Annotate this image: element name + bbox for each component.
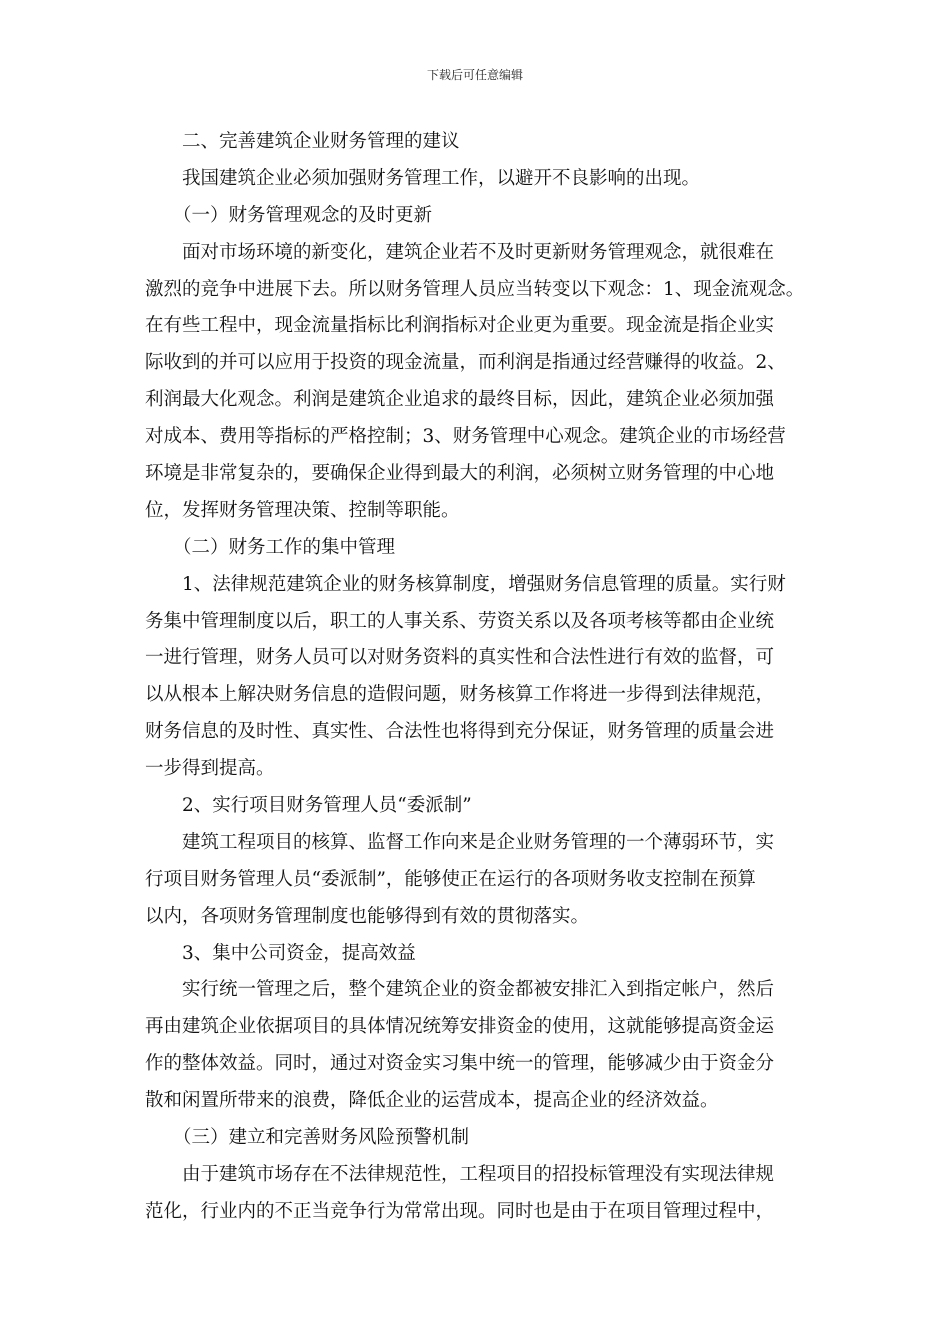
subsection-heading: （二）财务工作的集中管理 bbox=[173, 536, 396, 558]
paragraph-line: 范化，行业内的不正当竞争行为常常出现。同时也是由于在项目管理过程中， bbox=[145, 1200, 775, 1222]
paragraph-line: 利润最大化观念。利润是建筑企业追求的最终目标，因此，建筑企业必须加强 bbox=[145, 389, 775, 411]
subsection-heading: （三）建立和完善财务风险预警机制 bbox=[173, 1127, 470, 1149]
paragraph-line: 以从根本上解决财务信息的造假问题，财务核算工作将进一步得到法律规范， bbox=[145, 684, 775, 706]
subsection-heading: （一）财务管理观念的及时更新 bbox=[173, 204, 433, 226]
paragraph-line: 环境是非常复杂的，要确保企业得到最大的利润，必须树立财务管理的中心地 bbox=[145, 463, 775, 485]
paragraph-line: 一步得到提高。 bbox=[145, 758, 275, 780]
page-header: 下载后可任意编辑 bbox=[426, 68, 523, 82]
item-heading: 2、实行项目财务管理人员“委派制” bbox=[182, 795, 472, 817]
paragraph-line: 务集中管理制度以后，职工的人事关系、劳资关系以及各项考核等都由企业统 bbox=[145, 610, 775, 632]
paragraph-line: 一进行管理，财务人员可以对财务资料的真实性和合法性进行有效的监督，可 bbox=[145, 647, 775, 669]
section-heading: 二、完善建筑企业财务管理的建议 bbox=[182, 131, 460, 152]
paragraph-line: 面对市场环境的新变化，建筑企业若不及时更新财务管理观念，就很难在 bbox=[182, 241, 775, 263]
paragraph-line: 作的整体效益。同时，通过对资金实习集中统一的管理，能够减少由于资金分 bbox=[145, 1053, 775, 1075]
paragraph-line: 激烈的竞争中进展下去。所以财务管理人员应当转变以下观念：1、现金流观念。 bbox=[145, 278, 805, 300]
paragraph-line: 再由建筑企业依据项目的具体情况统筹安排资金的使用，这就能够提高资金运 bbox=[145, 1016, 775, 1038]
paragraph-line: 在有些工程中，现金流量指标比利润指标对企业更为重要。现金流是指企业实 bbox=[145, 315, 775, 337]
paragraph-line: 财务信息的及时性、真实性、合法性也将得到充分保证，财务管理的质量会进 bbox=[145, 721, 775, 743]
paragraph-line: 散和闲置所带来的浪费，降低企业的运营成本，提高企业的经济效益。 bbox=[145, 1090, 719, 1112]
paragraph-line: 建筑工程项目的核算、监督工作向来是企业财务管理的一个薄弱环节，实 bbox=[182, 831, 775, 853]
paragraph-line: 位，发挥财务管理决策、控制等职能。 bbox=[145, 499, 460, 521]
paragraph-line: 由于建筑市场存在不法律规范性，工程项目的招投标管理没有实现法律规 bbox=[182, 1163, 775, 1185]
paragraph-line: 实行统一管理之后，整个建筑企业的资金都被安排汇入到指定帐户，然后 bbox=[182, 979, 775, 1001]
item-heading: 3、集中公司资金，提高效益 bbox=[182, 942, 416, 964]
paragraph-line: 以内，各项财务管理制度也能够得到有效的贯彻落实。 bbox=[145, 905, 590, 927]
document-body bbox=[145, 124, 845, 1231]
paragraph-line: 1、法律规范建筑企业的财务核算制度，增强财务信息管理的质量。实行财 bbox=[182, 573, 786, 595]
paragraph-line: 对成本、费用等指标的严格控制；3、财务管理中心观念。建筑企业的市场经营 bbox=[145, 426, 786, 448]
paragraph-line: 行项目财务管理人员“委派制”，能够使正在运行的各项财务收支控制在预算 bbox=[145, 868, 756, 890]
paragraph-line: 际收到的并可以应用于投资的现金流量，而利润是指通过经营赚得的收益。2、 bbox=[145, 352, 786, 374]
paragraph-line: 我国建筑企业必须加强财务管理工作，以避开不良影响的出现。 bbox=[182, 167, 701, 189]
